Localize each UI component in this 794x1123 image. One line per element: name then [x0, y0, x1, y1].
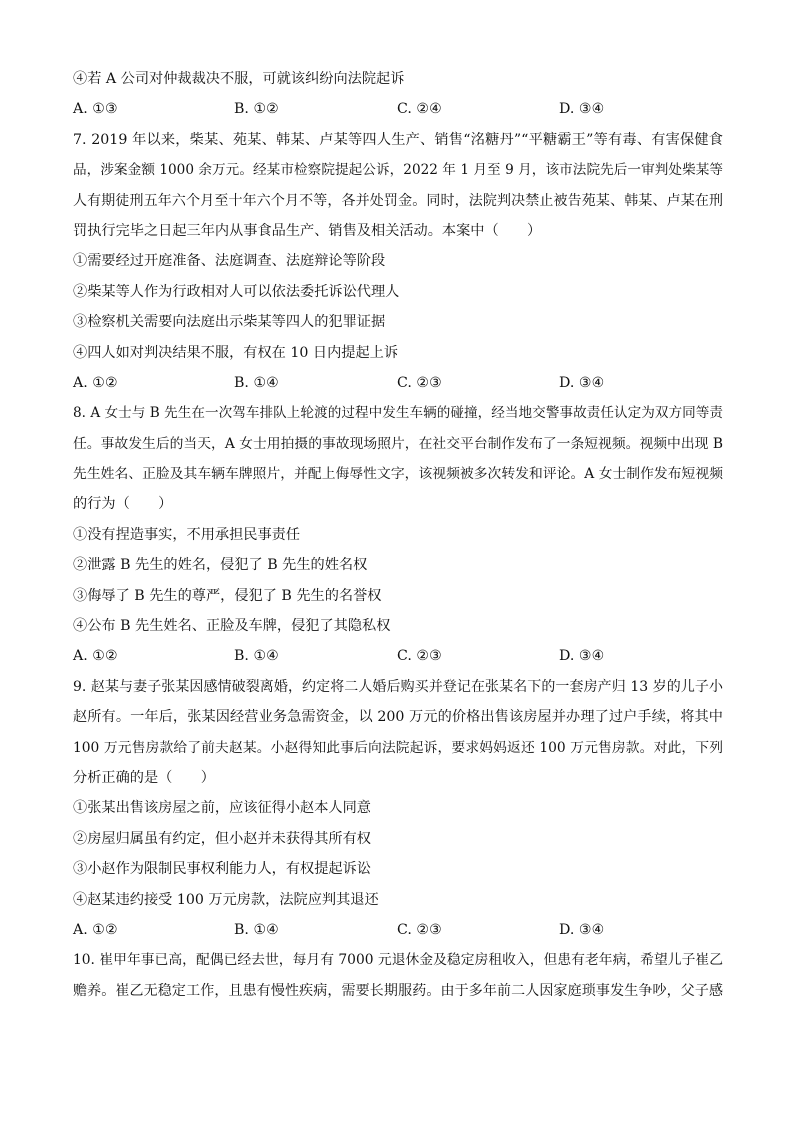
- option-d: D. ③④: [559, 101, 605, 118]
- question-stem-line: 100 万元售房款给了前夫赵某。小赵得知此事后向法院起诉，要求妈妈返还 100 万元售房款。对此，下列: [73, 739, 723, 756]
- question-stem-line: 10. 崔甲年事已高，配偶已经去世，每月有 7000 元退休金及稳定房租收入，但患有老年病，希望儿子崔乙: [73, 952, 723, 969]
- question-stem-line: 赵所有。一年后，张某因经营业务急需资金，以 200 万元的价格出售该房屋并办理了过户手续，将其中: [73, 709, 723, 726]
- option-a: A. ①③: [73, 101, 118, 118]
- question-7: [73, 125, 723, 399]
- answer-options: [73, 641, 723, 671]
- option-c: C. ②③: [397, 374, 442, 391]
- option-statement: ③侮辱了 B 先生的尊严，侵犯了 B 先生的名誉权: [73, 587, 382, 604]
- question-stem-line: 分析正确的是（ ）: [73, 769, 215, 786]
- question-stem-line: 8. A 女士与 B 先生在一次驾车排队上轮渡的过程中发生车辆的碰撞，经当地交警事故责任认定为双方同等责: [73, 405, 723, 422]
- question-8: [73, 398, 723, 672]
- option-c: C. ②③: [397, 921, 442, 938]
- option-c: C. ②③: [397, 648, 442, 665]
- option-statement: ①没有捏造事实，不用承担民事责任: [73, 526, 301, 543]
- question-stem-line: 的行为（ ）: [73, 496, 173, 513]
- option-a: A. ①②: [73, 921, 118, 938]
- option-statement: ④赵某违约接受 100 万元房款，法院应判其退还: [73, 891, 379, 908]
- question-stem-line: 赡养。崔乙无稳定工作，且患有慢性疾病，需要长期服药。由于多年前二人因家庭琐事发生争吵，父子感: [73, 982, 723, 999]
- option-statement: ④公布 B 先生姓名、正脸及车牌，侵犯了其隐私权: [73, 618, 391, 635]
- option-statement: ①需要经过开庭准备、法庭调查、法庭辩论等阶段: [73, 253, 386, 270]
- question-stem-line: 人有期徒刑五年六个月至十年六个月不等，各并处罚金。同时，法院判决禁止被告苑某、韩某、卢某在刑: [73, 192, 723, 209]
- option-statement: ①张某出售该房屋之前，应该征得小赵本人同意: [73, 800, 371, 817]
- answer-options: [73, 915, 723, 945]
- option-b: B. ①④: [234, 374, 279, 391]
- option-b: B. ①④: [234, 921, 279, 938]
- question-stem-line: 任。事故发生后的当天，A 女士用拍摄的事故现场照片，在社交平台制作发布了一条短视频。视频中出现 B: [73, 435, 723, 452]
- option-statement: ②房屋归属虽有约定，但小赵并未获得其所有权: [73, 830, 371, 847]
- question-10: [73, 945, 723, 1006]
- option-statement: ②柴某等人作为行政相对人可以依法委托诉讼代理人: [73, 283, 400, 300]
- option-statement: ②泄露 B 先生的姓名，侵犯了 B 先生的姓名权: [73, 557, 368, 574]
- answer-options: [73, 94, 723, 124]
- question-stem-line: 品，涉案金额 1000 余万元。经某市检察院提起公诉，2022 年 1 月至 9 月，该市法院先后一审判处柴某等: [73, 162, 723, 179]
- option-d: D. ③④: [559, 648, 605, 665]
- question-9: [73, 672, 723, 946]
- option-b: B. ①④: [234, 648, 279, 665]
- option-statement: ④若 A 公司对仲裁裁决不服，可就该纠纷向法院起诉: [73, 71, 405, 87]
- question-stem-line: 7. 2019 年以来，柴某、苑某、韩某、卢某等四人生产、销售“洺糖丹”“平糖霸王”等有毒、有害保健食: [73, 131, 723, 148]
- exam-page: [73, 64, 723, 1006]
- answer-options: [73, 368, 723, 398]
- option-statement: ④四人如对判决结果不服，有权在 10 日内提起上诉: [73, 344, 399, 361]
- option-statement: ③小赵作为限制民事权利能力人，有权提起诉讼: [73, 861, 371, 878]
- option-c: C. ②④: [397, 101, 442, 118]
- option-a: A. ①②: [73, 374, 118, 391]
- option-b: B. ①②: [234, 101, 279, 118]
- option-d: D. ③④: [559, 374, 605, 391]
- question-stem-line: 先生姓名、正脸及其车辆车牌照片，并配上侮辱性文字，该视频被多次转发和评论。A 女士制作发布短视频: [73, 466, 723, 483]
- question-stem-line: 罚执行完毕之日起三年内从事食品生产、销售及相关活动。本案中（ ）: [73, 222, 542, 239]
- option-statement: ③检察机关需要向法庭出示柴某等四人的犯罪证据: [73, 314, 386, 331]
- option-a: A. ①②: [73, 648, 118, 665]
- option-d: D. ③④: [559, 921, 605, 938]
- question-stem-line: 9. 赵某与妻子张某因感情破裂离婚，约定将二人婚后购买并登记在张某名下的一套房产归 13 岁的儿子小: [73, 678, 723, 695]
